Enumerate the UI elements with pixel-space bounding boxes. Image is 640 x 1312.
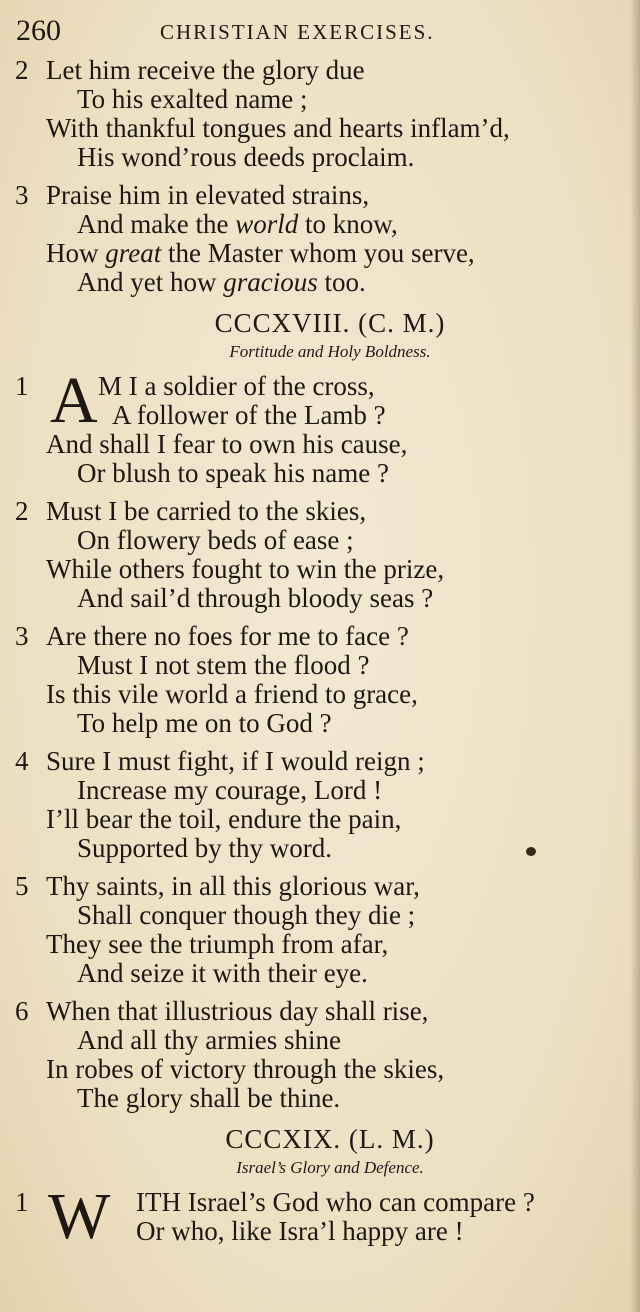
- page-content: [0, 56, 640, 1255]
- verse-line: Is this vile world a friend to grace,: [46, 679, 418, 709]
- verse-line: Must I be carried to the skies,: [46, 496, 367, 526]
- verse-line: And sail’d through bloody seas ?: [77, 583, 434, 613]
- verse-line: On flowery beds of ease ;: [77, 525, 354, 555]
- verse-line: How great the Master whom you serve,: [46, 238, 475, 268]
- stanza-number: 4: [15, 746, 29, 776]
- stanza: [0, 364, 640, 488]
- stanza: [0, 1180, 640, 1253]
- verse-line: Shall conquer though they die ;: [77, 900, 416, 930]
- stanza-number: 1: [15, 1187, 29, 1217]
- verse-line: A follower of the Lamb ?: [112, 400, 386, 430]
- stanza: [0, 56, 640, 172]
- verse-line: When that illustrious day shall rise,: [46, 996, 429, 1026]
- verse-line: Thy saints, in all this glorious war,: [46, 871, 420, 901]
- verse-line: To help me on to God ?: [77, 708, 332, 738]
- running-title: CHRISTIAN EXERCISES.: [160, 20, 435, 44]
- italic-word: great: [105, 238, 162, 268]
- stanza: [0, 622, 640, 738]
- italic-word: world: [235, 209, 299, 239]
- stanza-number: 6: [15, 996, 29, 1026]
- stanza-number: 3: [15, 621, 29, 651]
- verse-line: Or blush to speak his name ?: [77, 458, 389, 488]
- stanza: [0, 872, 640, 988]
- stanza-number: 5: [15, 871, 29, 901]
- verse-line: Sure I must fight, if I would reign ;: [46, 746, 425, 776]
- stanza-number: 2: [15, 55, 29, 85]
- verse-line: While others fought to win the prize,: [46, 554, 445, 584]
- verse-line: And yet how gracious too.: [77, 267, 366, 297]
- verse-line: Are there no foes for me to face ?: [46, 621, 409, 651]
- stanza: [0, 997, 640, 1113]
- verse-line: His wond’rous deeds proclaim.: [77, 142, 415, 172]
- verse-line: Let him receive the glory due: [46, 55, 365, 85]
- hymn-subtitle: Fortitude and Holy Boldness.: [229, 342, 431, 361]
- verse-line: Increase my courage, Lord !: [77, 775, 383, 805]
- verse-line: In robes of victory through the skies,: [46, 1054, 445, 1084]
- italic-word: gracious: [223, 267, 318, 297]
- verse-line: The glory shall be thine.: [77, 1083, 341, 1113]
- stanza: [0, 181, 640, 297]
- page-header: [16, 14, 626, 54]
- verse-line: And all thy armies shine: [77, 1025, 341, 1055]
- verse-line: Or who, like Isra’l happy are !: [136, 1216, 464, 1246]
- stanza: [0, 497, 640, 613]
- stanza: [0, 747, 640, 863]
- verse-line: And make the world to know,: [77, 209, 398, 239]
- stanza-number: 2: [15, 496, 29, 526]
- stanza-number: 3: [15, 180, 29, 210]
- stanza-number: 1: [15, 371, 29, 401]
- drop-cap: A: [50, 364, 98, 437]
- page-number: 260: [16, 14, 61, 47]
- ink-blot: [526, 847, 536, 856]
- drop-cap: W: [48, 1180, 111, 1253]
- verse-line: And seize it with their eye.: [77, 958, 368, 988]
- hymn-title: CCCXVIII. (C. M.): [214, 308, 446, 338]
- verse-line: And shall I fear to own his cause,: [46, 429, 408, 459]
- verse-line: Must I not stem the flood ?: [77, 650, 370, 680]
- verse-line: To his exalted name ;: [77, 84, 308, 114]
- verse-line: With thankful tongues and hearts inflam’d,: [46, 113, 510, 143]
- verse-line: Supported by thy word.: [77, 833, 332, 863]
- verse-line: ITH Israel’s God who can compare ?: [136, 1187, 535, 1217]
- hymn-title: CCCXIX. (L. M.): [225, 1124, 435, 1154]
- hymn-subtitle: Israel’s Glory and Defence.: [236, 1158, 424, 1177]
- verse-line: I’ll bear the toil, endure the pain,: [46, 804, 402, 834]
- verse-line: M I a soldier of the cross,: [98, 371, 375, 401]
- verse-line: They see the triumph from afar,: [46, 929, 389, 959]
- verse-line: Praise him in elevated strains,: [46, 180, 370, 210]
